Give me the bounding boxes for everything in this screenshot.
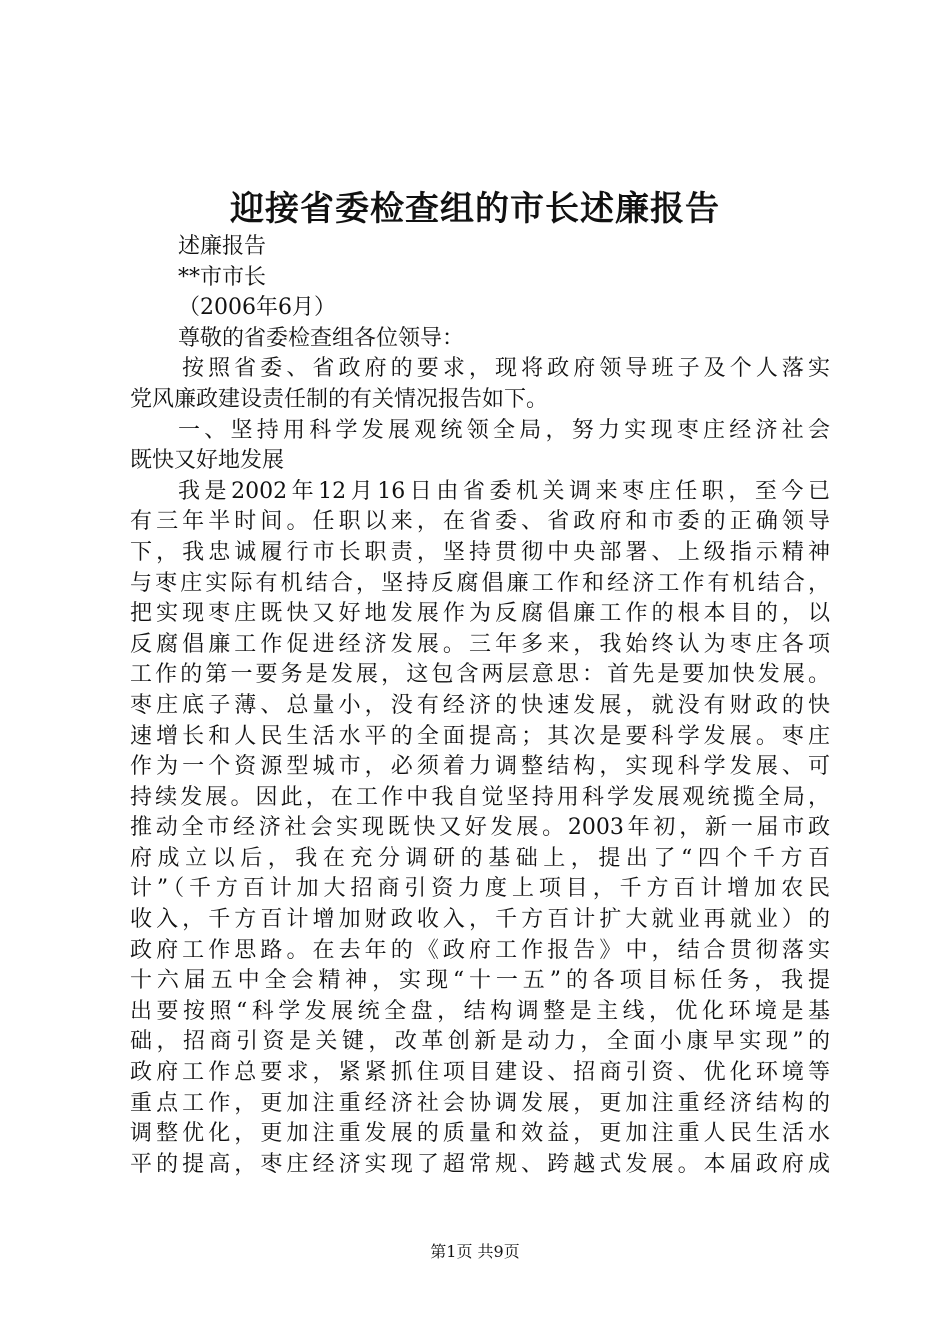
text-line: 下，我忠诚履行市长职责，坚持贯彻中央部署、上级指示精神 (130, 539, 830, 565)
text-line: 我是2002年12月16日由省委机关调来枣庄任职，至今已 (178, 478, 830, 504)
text-line: 反腐倡廉工作促进经济发展。三年多来，我始终认为枣庄各项 (130, 631, 830, 657)
page-footer: 第1页 共9页 (430, 1242, 520, 1261)
text-line: 十六届五中全会精神，实现“十一五”的各项目标任务，我提 (130, 968, 830, 994)
text-line: 推动全市经济社会实现既快又好发展。2003年初，新一届市政 (130, 815, 830, 841)
text-line: 础，招商引资是关键，改革创新是动力，全面小康早实现”的 (130, 1029, 830, 1055)
text-line: 持续发展。因此，在工作中我自觉坚持用科学发展观统揽全局， (130, 784, 830, 810)
text-line: 政府工作思路。在去年的《政府工作报告》中，结合贯彻落实 (130, 937, 830, 963)
text-line: 速增长和人民生活水平的全面提高；其次是要科学发展。枣庄 (130, 723, 830, 749)
text-line: 既快又好地发展 (130, 448, 285, 474)
text-line: 枣庄底子薄、总量小，没有经济的快速发展，就没有财政的快 (130, 692, 830, 718)
text-line: 收入，千方百计增加财政收入，千方百计扩大就业再就业）的 (130, 907, 830, 933)
text-line: 政府工作总要求，紧紧抓住项目建设、招商引资、优化环境等 (130, 1060, 830, 1086)
text-line: 计”（千方百计加大招商引资力度上项目，千方百计增加农民 (130, 876, 830, 902)
text-line: 按照省委、省政府的要求，现将政府领导班子及个人落实 (182, 356, 830, 382)
document-body (130, 232, 830, 1180)
text-line: 重点工作，更加注重经济社会协调发展，更加注重经济结构的 (130, 1090, 830, 1116)
document-title: 迎接省委检查组的市长述廉报告 (230, 189, 720, 229)
text-line: 把实现枣庄既快又好地发展作为反腐倡廉工作的根本目的，以 (130, 601, 830, 627)
text-line: 党风廉政建设责任制的有关情况报告如下。 (130, 386, 549, 412)
text-line: （2006年6月） (178, 295, 336, 321)
text-line: 一、坚持用科学发展观统领全局，努力实现枣庄经济社会 (178, 417, 830, 443)
text-line: 尊敬的省委检查组各位领导： (178, 325, 465, 351)
text-line: 述廉报告 (178, 234, 267, 259)
text-line: 有三年半时间。任职以来，在省委、省政府和市委的正确领导 (130, 509, 830, 535)
text-line: 平的提高，枣庄经济实现了超常规、跨越式发展。本届政府成 (130, 1151, 830, 1177)
text-line: 调整优化，更加注重发展的质量和效益，更加注重人民生活水 (130, 1121, 830, 1147)
text-line: 府成立以后，我在充分调研的基础上，提出了“四个千方百 (130, 845, 830, 871)
text-line: 作为一个资源型城市，必须着力调整结构，实现科学发展、可 (130, 754, 830, 780)
text-line: **市市长 (178, 264, 267, 290)
text-line: 工作的第一要务是发展，这包含两层意思：首先是要加快发展。 (130, 662, 830, 688)
text-line: 与枣庄实际有机结合，坚持反腐倡廉工作和经济工作有机结合， (130, 570, 830, 596)
text-line: 出要按照“科学发展统全盘，结构调整是主线，优化环境是基 (130, 998, 830, 1024)
